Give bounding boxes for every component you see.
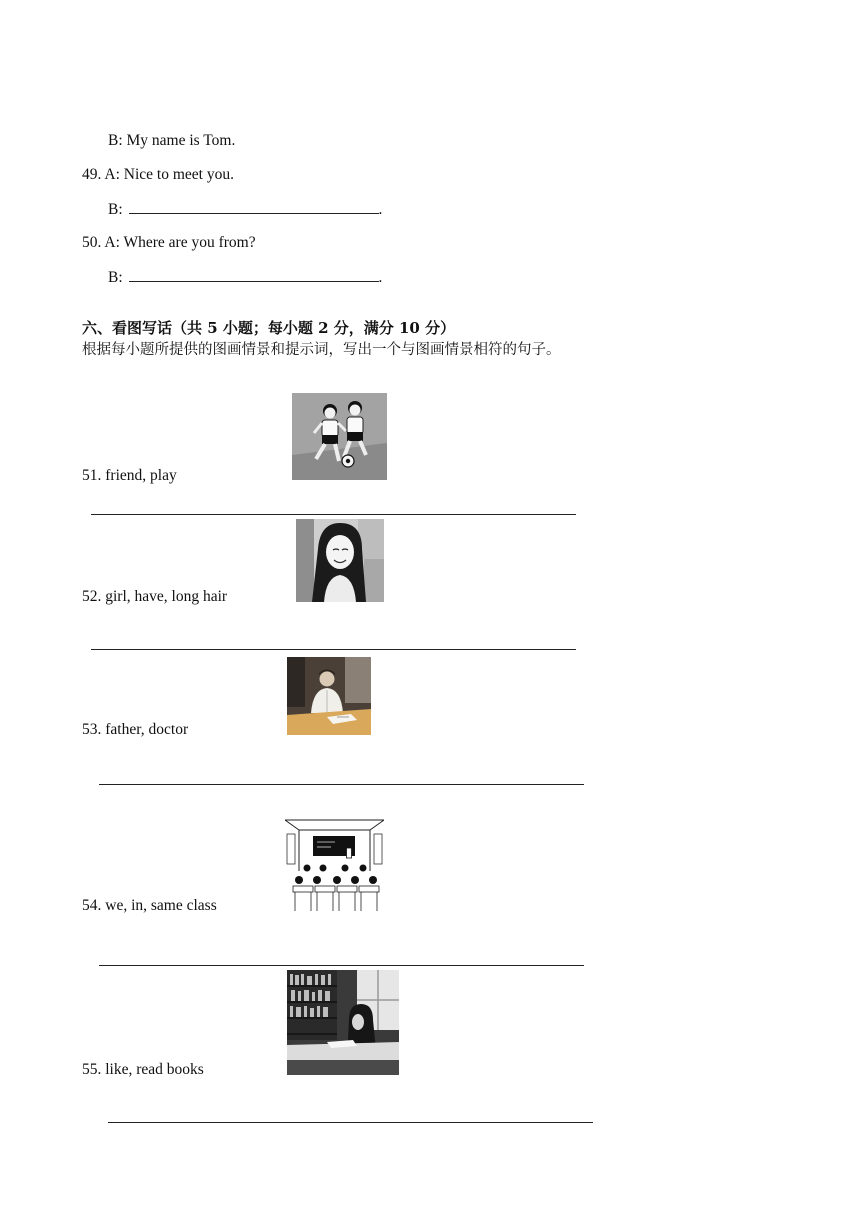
question-49-a: 49. A: Nice to meet you. xyxy=(82,166,234,183)
answer-52-line[interactable] xyxy=(91,649,576,650)
question-49-b xyxy=(108,199,382,220)
picture-woman-reading-in-library xyxy=(287,970,399,1075)
answer-53-line[interactable] xyxy=(99,784,584,785)
picture-smiling-girl-long-hair xyxy=(296,519,384,602)
section-6-title: 六、看图写话（共 5 小题；每小题 2 分，满分 10 分） xyxy=(82,319,456,337)
question-54-prompt: 54. we, in, same class xyxy=(82,897,217,914)
answer-49-blank[interactable] xyxy=(129,199,379,214)
question-52-prompt: 52. girl, have, long hair xyxy=(82,588,228,605)
picture-boys-playing-football xyxy=(292,393,387,480)
question-50-a: 50. A: Where are you from? xyxy=(82,234,256,251)
question-49-b-prefix: B: xyxy=(108,201,123,218)
picture-doctor-at-desk xyxy=(287,657,371,735)
answer-54-line[interactable] xyxy=(99,965,584,966)
section-6-instruction: 根据每小题所提供的图画情景和提示词，写出一个与图画情景相符的句子。 xyxy=(82,342,561,358)
question-53-prompt: 53. father, doctor xyxy=(82,721,189,738)
question-50-b-suffix: . xyxy=(378,269,383,286)
question-50-b-prefix: B: xyxy=(108,269,123,286)
picture-classroom-students xyxy=(285,816,384,911)
answer-51-line[interactable] xyxy=(91,514,576,515)
question-51-prompt: 51. friend, play xyxy=(82,467,177,484)
question-55-prompt: 55. like, read books xyxy=(82,1061,204,1078)
question-50-b xyxy=(108,267,382,288)
answer-50-blank[interactable] xyxy=(129,267,379,282)
answer-55-line[interactable] xyxy=(108,1122,593,1123)
question-49-b-suffix: . xyxy=(378,201,383,218)
dialog-line-b-name: B: My name is Tom. xyxy=(108,132,236,149)
